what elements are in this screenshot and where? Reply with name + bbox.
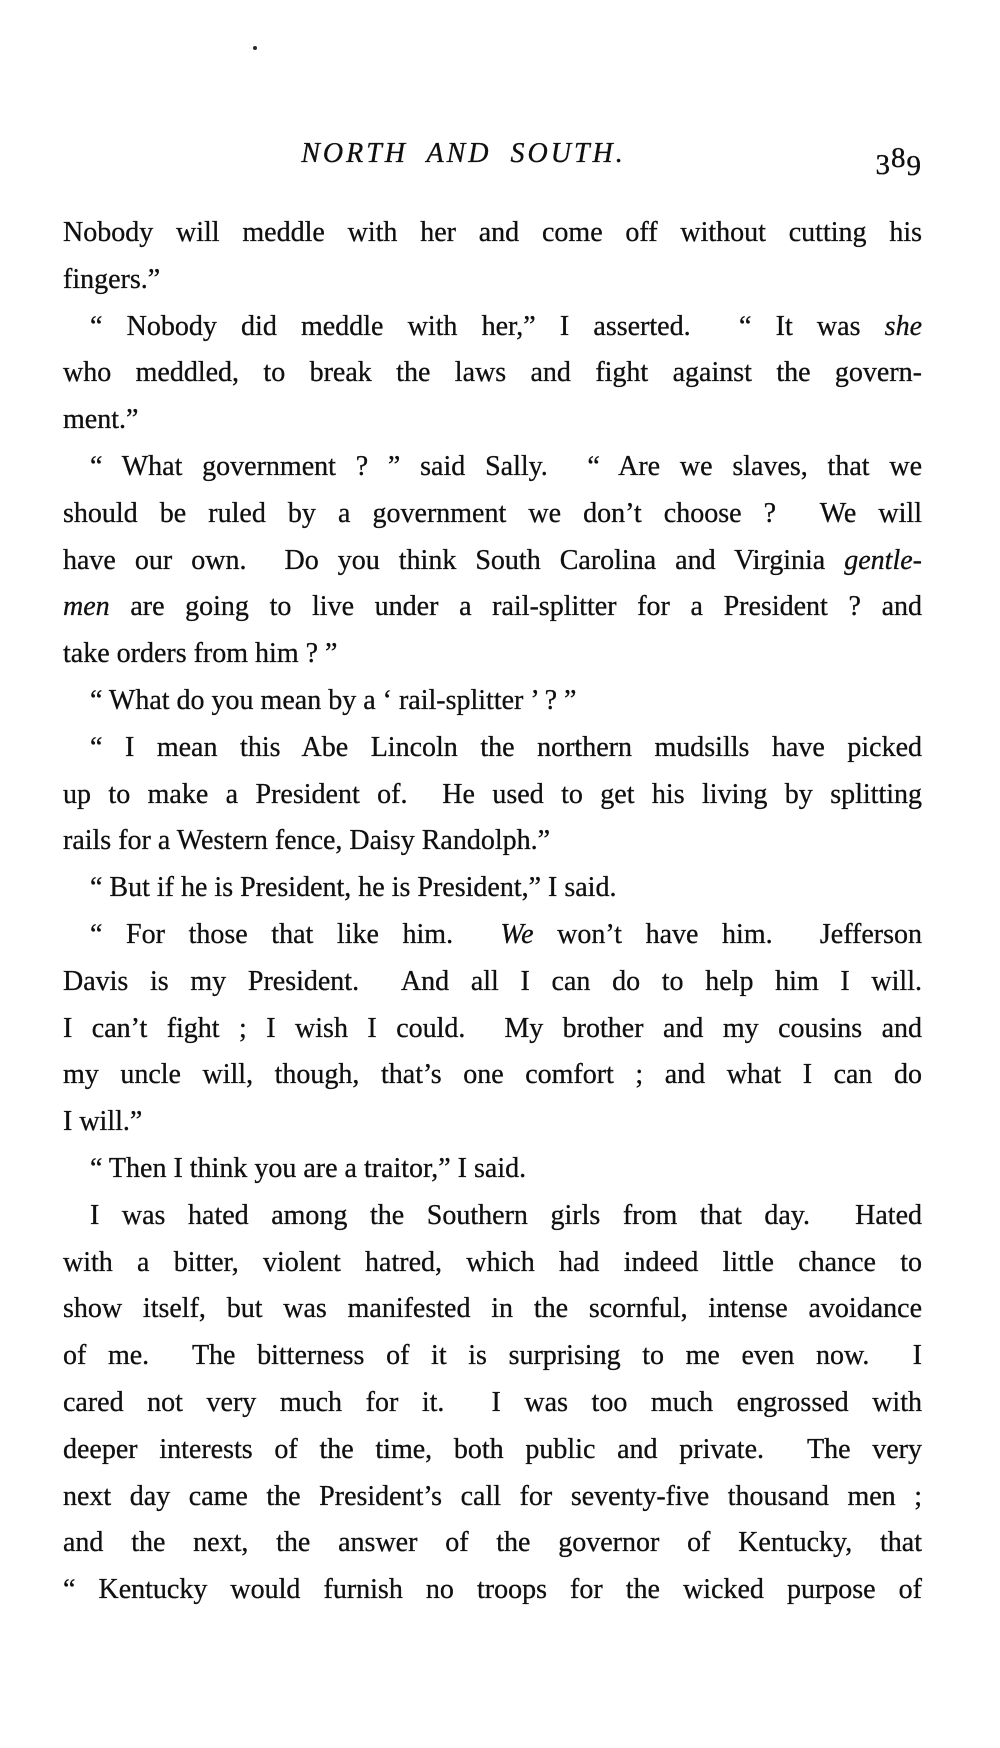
text-run: cared not very much for it. I was too much engrossed with [63,1386,922,1418]
text-line [63,818,922,865]
text-line [63,1052,922,1099]
text-line [63,1333,922,1380]
text-line [63,678,922,725]
text-line [63,959,922,1006]
text-run: take orders from him ? ” [63,638,338,670]
text-run: ment.” [63,404,139,436]
text-line [63,912,922,959]
text-line [63,1193,922,1240]
scan-speck [253,46,257,50]
italic-text-run: We [500,918,534,950]
text-line [63,1520,922,1567]
text-run: next day came the President’s call for seventy-five thousand men ; [63,1480,922,1512]
text-run: who meddled, to break the laws and fight against the govern- [63,357,922,389]
text-line [63,491,922,538]
text-run: “ For those that like him. [90,918,501,950]
text-line [63,865,922,912]
text-run: “ Kentucky would furnish no troops for the wicked purpose of [63,1574,922,1606]
text-line [63,350,922,397]
text-line [63,257,922,304]
text-run: up to make a President of. He used to get his living by splitting [63,778,922,810]
text-run: “ Nobody did meddle with her,” I asserted. “ It was [90,310,885,342]
text-line [63,210,922,257]
text-run: “ What do you mean by a ‘ rail-splitter ’ ? ” [90,684,577,716]
text-run: should be ruled by a government we don’t choose ? We will [63,497,922,529]
text-run: “ Then I think you are a traitor,” I said. [90,1152,527,1184]
text-line [63,444,922,491]
text-run: deeper interests of the time, both public and private. The very [63,1433,922,1465]
text-line [63,1474,922,1521]
text-run: I will.” [63,1106,143,1138]
body-text [63,210,922,1614]
text-line [63,304,922,351]
text-line [63,1567,922,1614]
italic-text-run: gentle- [844,544,922,576]
text-run: have our own. Do you think South Carolina and Virginia [63,544,845,576]
text-run: fingers.” [63,263,161,295]
text-run: are going to live under a rail-splitter for a President ? and [109,591,922,623]
text-run: “ What government ? ” said Sally. “ Are we slaves, that we [90,450,922,482]
text-line [63,1427,922,1474]
text-run: show itself, but was manifested in the scornful, intense avoidance [63,1293,922,1325]
running-title: NORTH AND SOUTH. [301,138,626,169]
text-line [63,538,922,585]
text-line [63,1380,922,1427]
text-line [63,1240,922,1287]
text-line [63,1006,922,1053]
text-line [63,1146,922,1193]
text-line [63,631,922,678]
page-header [63,138,922,182]
text-run: “ But if he is President, he is President,” I said. [90,872,617,904]
italic-text-run: men [63,591,110,623]
text-run: won’t have him. Jefferson [533,918,922,950]
text-run: rails for a Western fence, Daisy Randolph.” [63,825,551,857]
text-run: my uncle will, though, that’s one comfort ; and what I can do [63,1059,922,1091]
text-run: I can’t fight ; I wish I could. My brother and my cousins and [63,1012,922,1044]
text-line [63,772,922,819]
text-run: and the next, the answer of the governor of Kentucky, that [63,1527,922,1559]
page-number: 389 [875,142,922,182]
italic-text-run: she [884,310,922,342]
text-run: of me. The bitterness of it is surprising to me even now. I [63,1340,922,1372]
text-run: Nobody will meddle with her and come off without cutting his [63,217,922,248]
text-run: Davis is my President. And all I can do to help him I will. [63,965,922,997]
text-run: with a bitter, violent hatred, which had indeed little chance to [63,1246,922,1278]
text-line [63,584,922,631]
text-run: I was hated among the Southern girls from that day. Hated [90,1199,922,1231]
text-run: “ I mean this Abe Lincoln the northern mudsills have picked [90,731,922,763]
text-line [63,397,922,444]
text-line [63,1099,922,1146]
text-line [63,725,922,772]
text-line [63,1286,922,1333]
